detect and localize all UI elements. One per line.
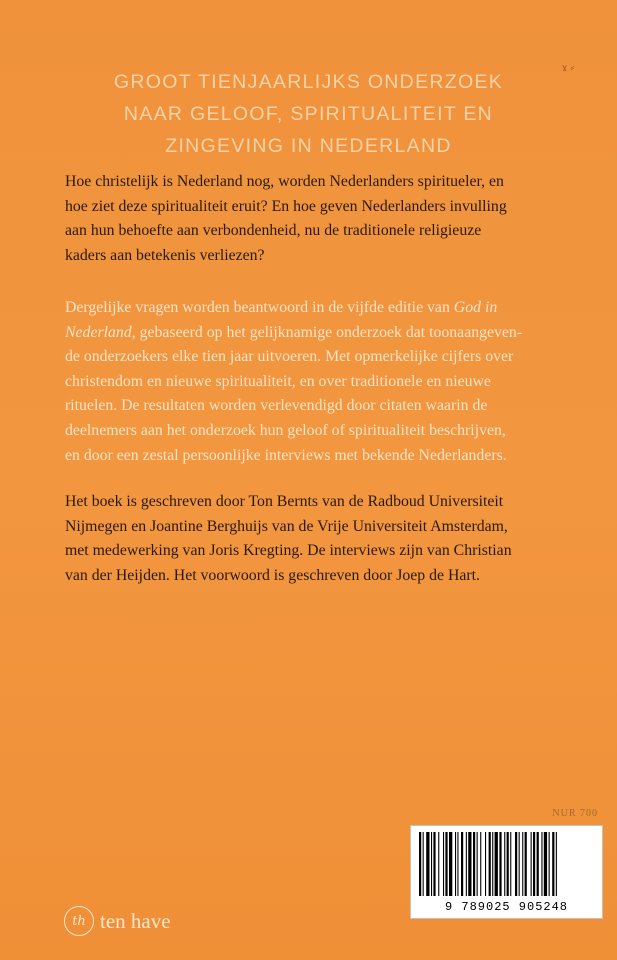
nur-code: NUR 700 bbox=[552, 808, 598, 819]
authors-line: Nijmegen en Joantine Berghuijs van de Vrije Universiteit Amsterdam, bbox=[65, 517, 508, 535]
description-line: christendom en nieuwe spiritualiteit, en over traditionele en nieuwe bbox=[65, 372, 491, 390]
intro-paragraph bbox=[65, 170, 565, 268]
intro-line: kaders aan betekenis verliezen? bbox=[65, 246, 265, 264]
publisher-logo bbox=[64, 906, 171, 936]
isbn-number: 9 789025 905248 bbox=[444, 900, 569, 914]
description-text: , gebaseerd op het gelijknamige onderzoek dat toonaangeven- bbox=[131, 323, 523, 341]
description-line: en door een zestal persoonlijke interviews met bekende Nederlanders. bbox=[65, 446, 507, 464]
authors-line: van der Heijden. Het voorwoord is geschreven door Joep de Hart. bbox=[65, 566, 480, 584]
headline bbox=[0, 66, 617, 162]
description-text: Dergelijke vragen worden beantwoord in de vijfde editie van bbox=[65, 299, 454, 316]
publisher-name: ten have bbox=[100, 908, 171, 933]
headline-line: NAAR GELOOF, SPIRITUALITEIT EN bbox=[123, 103, 494, 125]
description-line bbox=[65, 321, 565, 346]
intro-line: aan hun behoefte aan verbondenheid, nu de traditionele religieuze bbox=[65, 222, 482, 240]
intro-line: Hoe christelijk is Nederland nog, worden Nederlanders spiritueler, en bbox=[65, 173, 504, 190]
description-line bbox=[65, 296, 565, 321]
barcode bbox=[410, 825, 603, 919]
headline-line: ZINGEVING IN NEDERLAND bbox=[165, 135, 452, 157]
barcode-bars bbox=[417, 832, 598, 896]
description-line: deelnemers aan het onderzoek hun geloof of spiritualiteit beschrijven, bbox=[65, 421, 506, 439]
publisher-mark-icon: th bbox=[64, 906, 94, 936]
description-paragraph bbox=[65, 296, 565, 468]
description-line: rituelen. De resultaten worden verlevendigd door citaten waarin de bbox=[65, 397, 488, 415]
book-title: Nederland bbox=[65, 323, 132, 341]
authors-paragraph bbox=[65, 490, 565, 588]
intro-line: hoe ziet deze spiritualiteit eruit? En hoe geven Nederlanders invulling bbox=[65, 197, 507, 215]
headline-line: GROOT TIENJAARLIJKS ONDERZOEK bbox=[113, 71, 504, 93]
description-line: de onderzoekers elke tien jaar uitvoeren. Met opmerkelijke cijfers over bbox=[65, 348, 514, 366]
book-title: God in bbox=[453, 299, 498, 316]
pencil-mark: ɤ ⸗ bbox=[562, 60, 575, 74]
authors-line: Het boek is geschreven door Ton Bernts van de Radboud Universiteit bbox=[65, 493, 504, 510]
authors-line: met medewerking van Joris Kregting. De interviews zijn van Christian bbox=[65, 542, 512, 560]
